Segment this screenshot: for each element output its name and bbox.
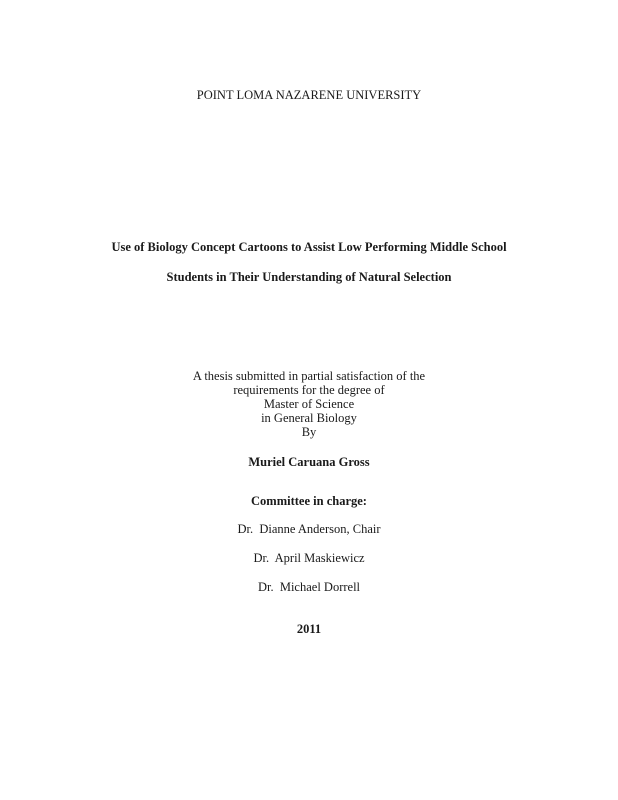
committee-member: Dr. Michael Dorrell	[257, 580, 361, 594]
committee-member-chair: Dr. Dianne Anderson, Chair	[237, 522, 381, 536]
author-name: Muriel Caruana Gross	[248, 455, 370, 469]
committee-heading: Committee in charge:	[251, 494, 367, 508]
thesis-title-line-1: Use of Biology Concept Cartoons to Assist Low Performing Middle School	[111, 240, 507, 254]
by-label: By	[301, 425, 317, 439]
statement-line-1: A thesis submitted in partial satisfaction of the	[192, 369, 426, 383]
year: 2011	[296, 622, 322, 636]
university-name: POINT LOMA NAZARENE UNIVERSITY	[196, 88, 422, 102]
committee-member: Dr. April Maskiewicz	[253, 551, 365, 565]
degree-name: Master of Science	[263, 397, 355, 411]
statement-line-2: requirements for the degree of	[233, 383, 385, 397]
degree-field: in General Biology	[261, 411, 357, 425]
thesis-title-line-2: Students in Their Understanding of Natural Selection	[166, 270, 452, 284]
